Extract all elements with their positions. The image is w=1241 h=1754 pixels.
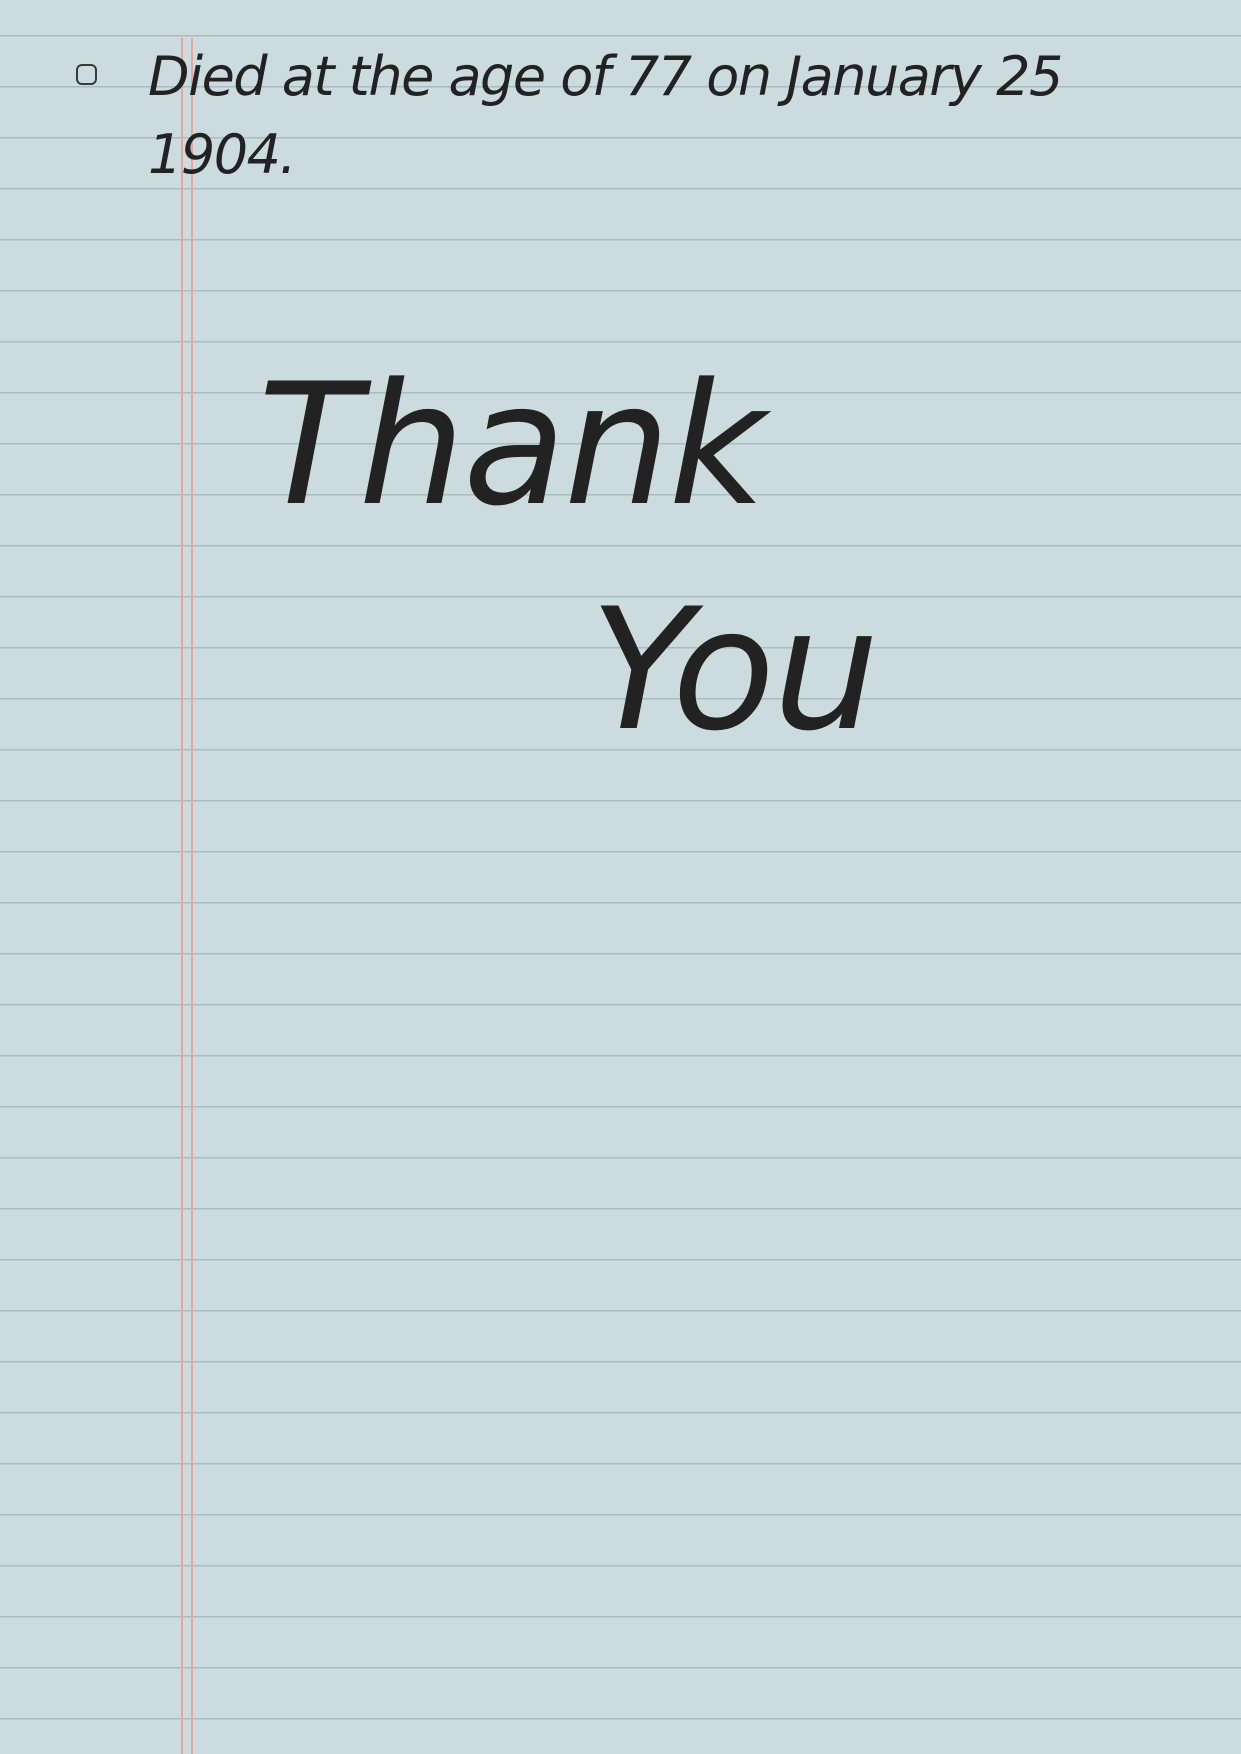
checkbox-square-icon bbox=[76, 64, 97, 85]
margin-line-right bbox=[191, 38, 193, 1754]
margin-line-left bbox=[181, 38, 183, 1754]
closing-thank: Thank bbox=[258, 347, 764, 543]
bullet-text: Died at the age of 77 on January 25 1904. bbox=[148, 45, 1062, 186]
closing-you: You bbox=[590, 572, 878, 768]
